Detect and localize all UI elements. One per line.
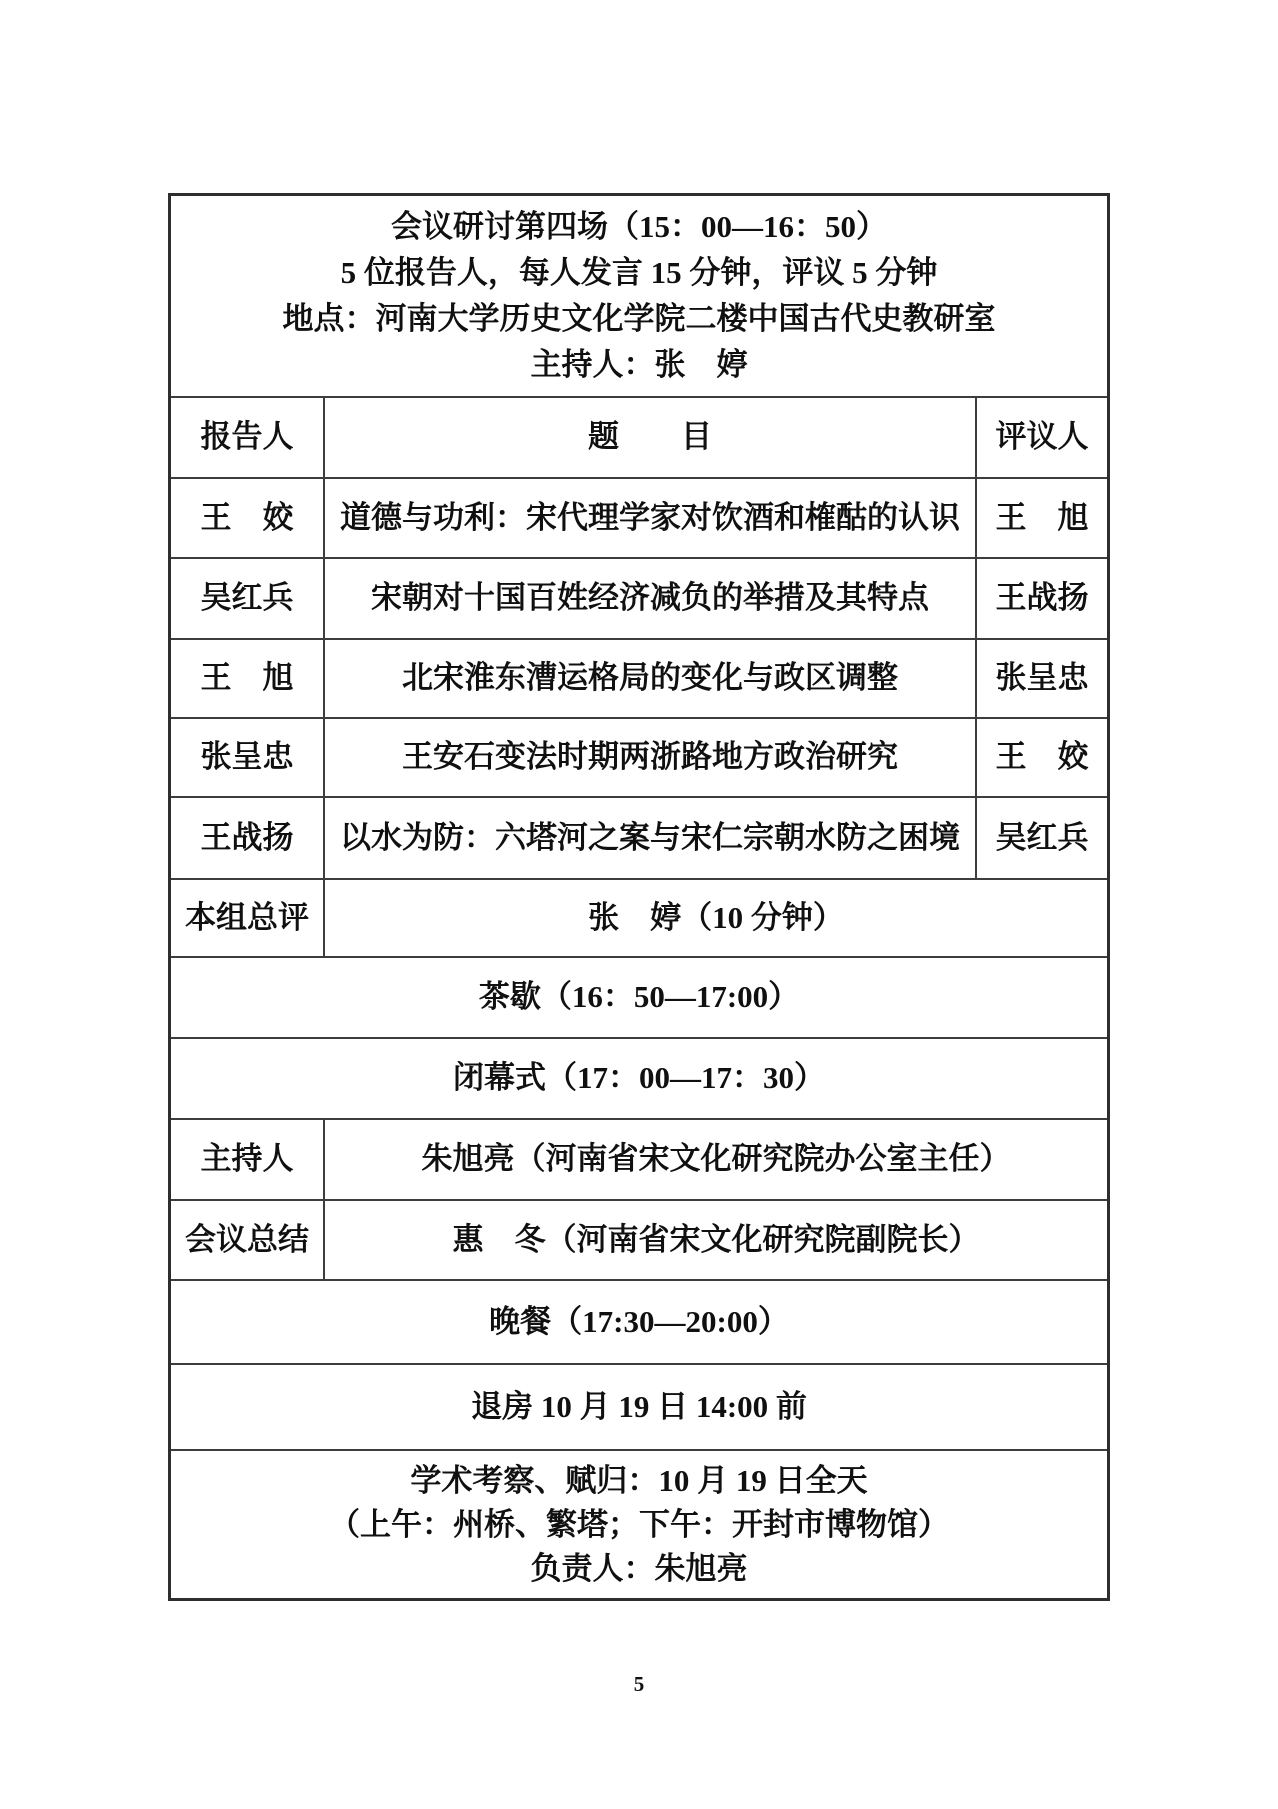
session-location: 地点：河南大学历史文化学院二楼中国古代史教研室 (282, 301, 996, 336)
closing-ceremony-text: 闭幕式（17：00—17：30） (453, 1060, 825, 1096)
closing-host-row (171, 1118, 1107, 1199)
dinner-text: 晚餐（17:30—20:00） (489, 1303, 789, 1339)
presentation-row (171, 638, 1107, 717)
checkout-text: 退房 10 月 19 日 14:00 前 (471, 1388, 807, 1424)
speaker-cell: 王 旭 (200, 660, 294, 696)
discussant-cell: 王 姣 (975, 719, 1107, 796)
session-format: 5 位报告人，每人发言 15 分钟，评议 5 分钟 (340, 255, 938, 290)
group-review-value: 张 婷（10 分钟） (323, 880, 1107, 956)
presentation-row (171, 796, 1107, 878)
field-trip (171, 1451, 1107, 1598)
column-header-speaker: 报告人 (200, 419, 294, 455)
title-cell: 宋朝对十国百姓经济减负的举措及其特点 (323, 559, 975, 638)
dinner-row (171, 1279, 1107, 1363)
speaker-cell: 王 姣 (200, 499, 294, 535)
field-trip-organizer: 负责人：朱旭亮 (530, 1550, 748, 1586)
speaker-cell: 吴红兵 (200, 580, 294, 616)
title-cell: 北宋淮东漕运格局的变化与政区调整 (323, 640, 975, 717)
session-title: 会议研讨第四场（15：00—16：50） (391, 209, 887, 244)
presentation-row (171, 557, 1107, 638)
session-header (171, 196, 1107, 396)
field-trip-schedule: 学术考察、赋归：10 月 19 日全天 (410, 1462, 868, 1498)
group-review-row (171, 878, 1107, 956)
speaker-cell: 张呈忠 (200, 739, 294, 775)
conference-summary-value: 惠 冬（河南省宋文化研究院副院长） (323, 1201, 1107, 1279)
column-header-title: 题 目 (323, 398, 975, 477)
closing-host-label: 主持人 (200, 1141, 294, 1177)
conference-summary-row (171, 1199, 1107, 1279)
title-cell: 以水为防：六塔河之案与宋仁宗朝水防之困境 (323, 798, 975, 878)
discussant-cell: 王战扬 (975, 559, 1107, 638)
discussant-cell: 张呈忠 (975, 640, 1107, 717)
presentation-row (171, 717, 1107, 796)
column-header-discussant: 评议人 (975, 398, 1107, 477)
conference-summary-label: 会议总结 (185, 1221, 309, 1257)
presentation-row (171, 477, 1107, 557)
field-trip-itinerary: （上午：州桥、繁塔；下午：开封市博物馆） (329, 1506, 949, 1542)
session-chair: 主持人：张 婷 (530, 347, 748, 382)
group-review-label: 本组总评 (185, 899, 309, 935)
discussant-cell: 吴红兵 (975, 798, 1107, 878)
closing-host-value: 朱旭亮（河南省宋文化研究院办公室主任） (323, 1120, 1107, 1199)
discussant-cell: 王 旭 (975, 479, 1107, 557)
title-cell: 道德与功利：宋代理学家对饮酒和榷酤的认识 (323, 479, 975, 557)
column-header-row (171, 396, 1107, 477)
closing-ceremony-row (171, 1037, 1107, 1118)
tea-break-row (171, 956, 1107, 1037)
title-cell: 王安石变法时期两浙路地方政治研究 (323, 719, 975, 796)
tea-break-text: 茶歇（16：50—17:00） (478, 979, 800, 1015)
checkout-row (171, 1363, 1107, 1449)
session-header-row (171, 196, 1107, 396)
speaker-cell: 王战扬 (200, 819, 294, 855)
program-table (168, 193, 1110, 1601)
page-number: 5 (633, 1672, 645, 1696)
field-trip-row (171, 1449, 1107, 1598)
